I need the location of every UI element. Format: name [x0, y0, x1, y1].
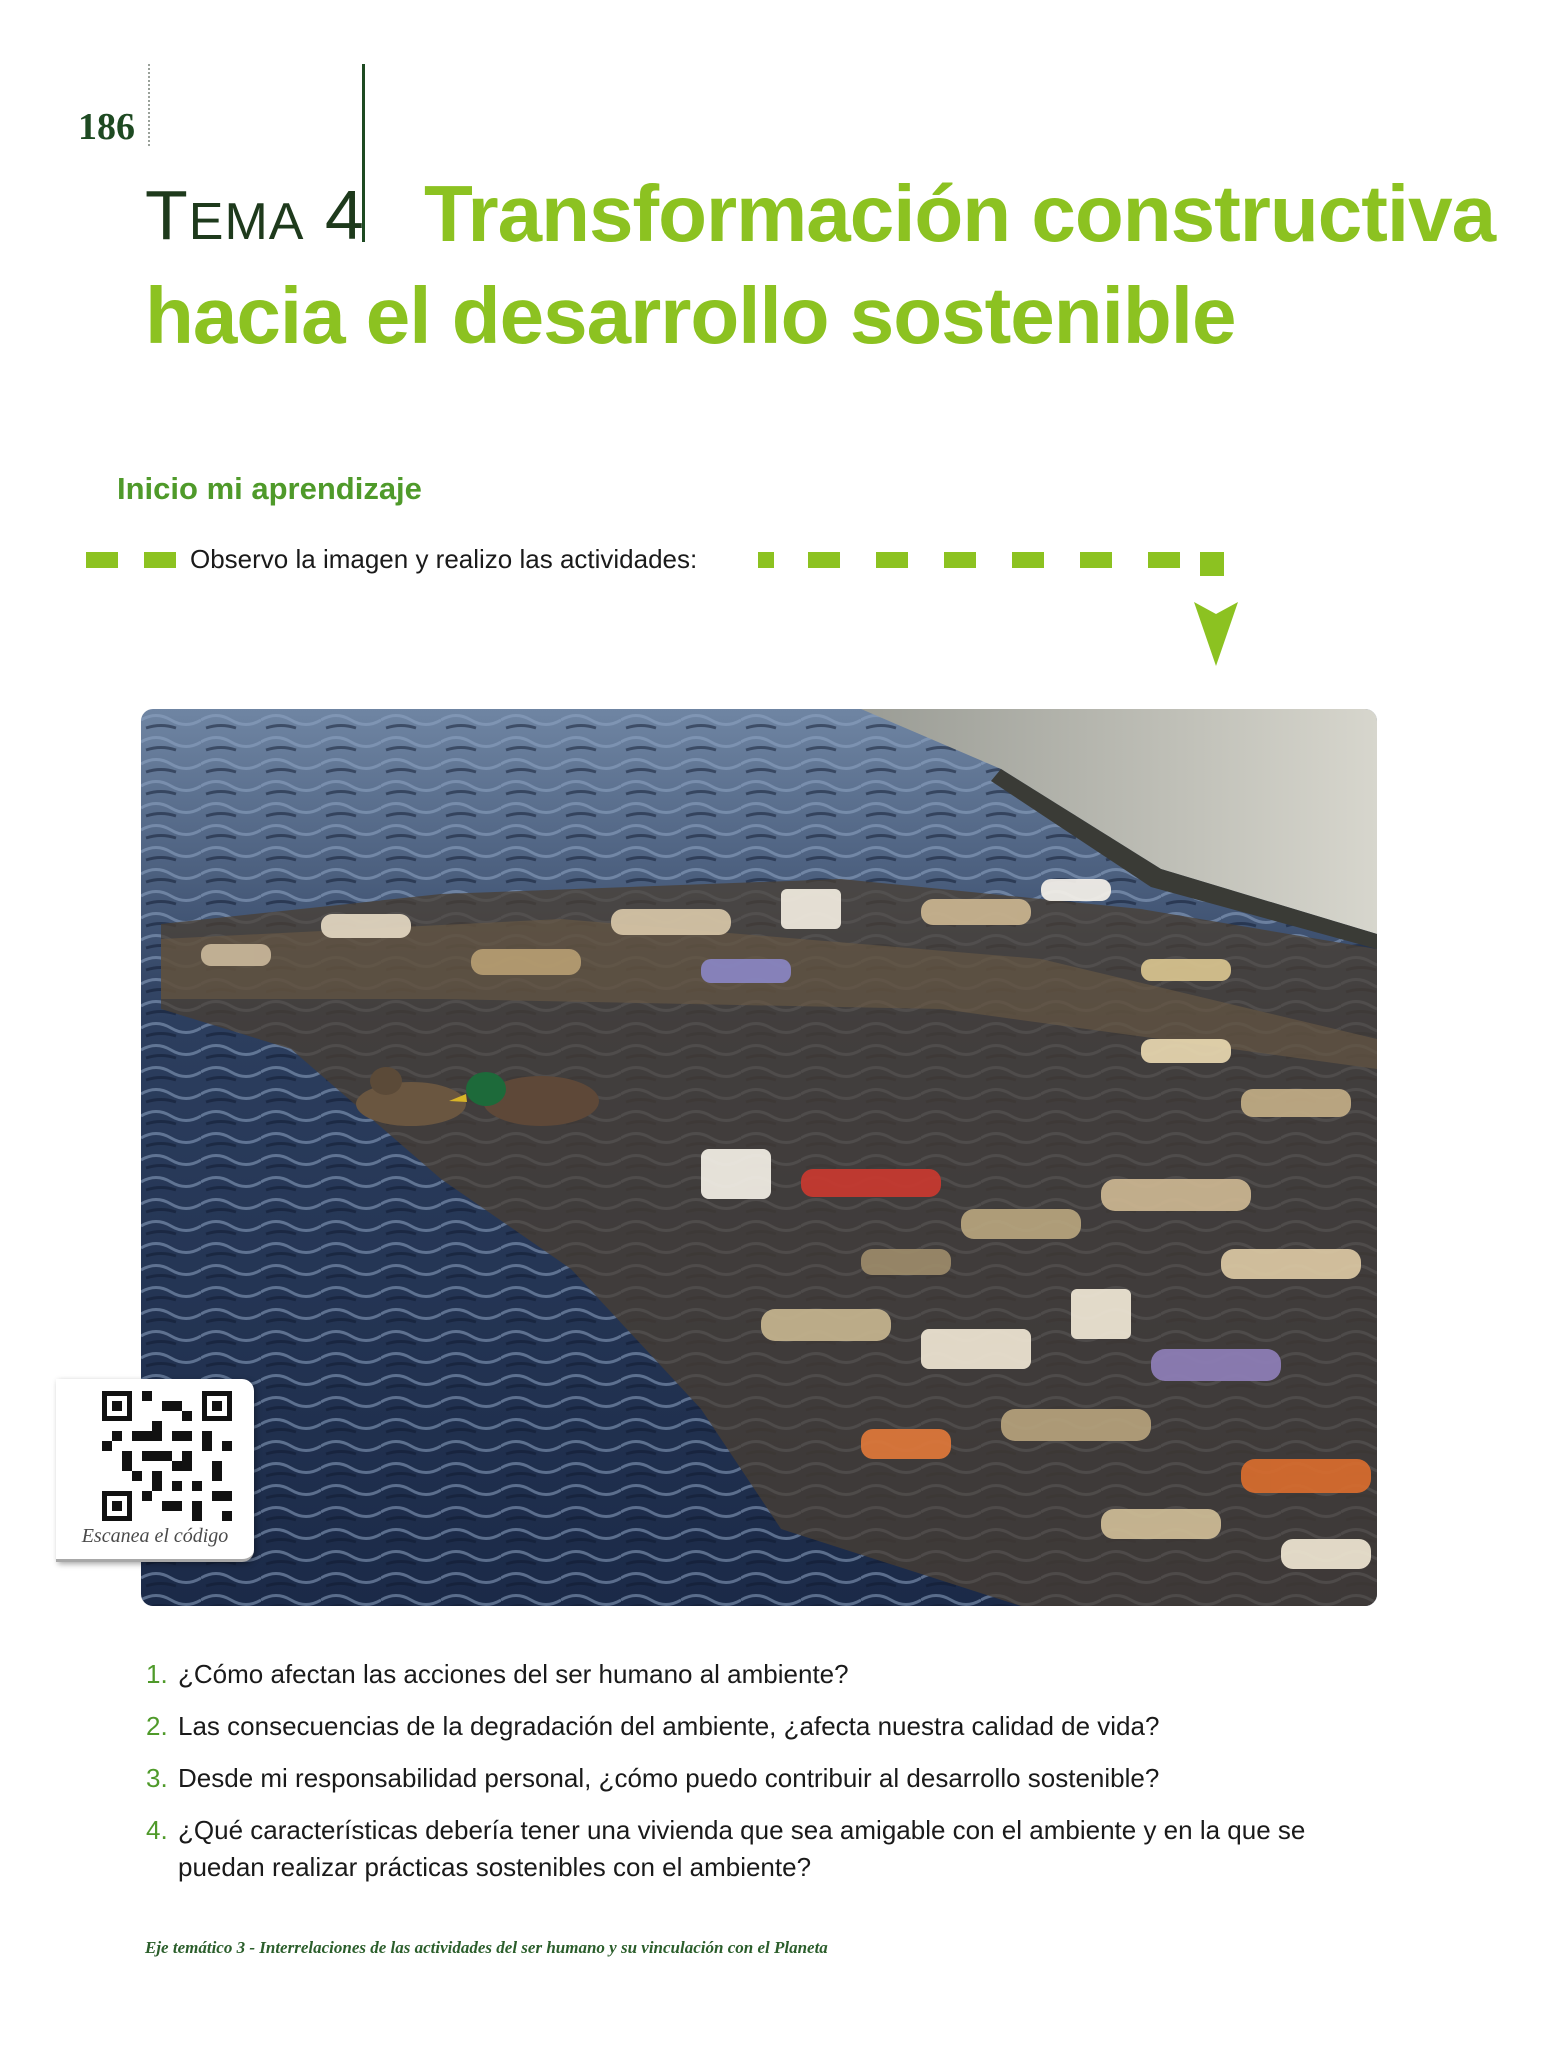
- instruction-text: Observo la imagen y realizo las actividades:: [190, 544, 698, 574]
- dash-decoration: [1080, 552, 1112, 568]
- section-heading: Inicio mi aprendizaje: [117, 471, 422, 506]
- dash-decoration: [1200, 552, 1224, 576]
- question-text: Desde mi responsabilidad personal, ¿cómo puedo contribuir al desarrollo sostenible?: [178, 1763, 1160, 1793]
- dash-decoration: [876, 552, 908, 568]
- list-item: [146, 1656, 1396, 1693]
- page-title-line2: hacia el desarrollo sostenible: [145, 271, 1236, 360]
- question-text: ¿Qué características debería tener una vivienda que sea amigable con el ambiente y en la que se puedan realizar prácticas sostenibles con el ambiente?: [178, 1815, 1306, 1882]
- qr-card[interactable]: [56, 1379, 254, 1562]
- list-item: [146, 1760, 1396, 1797]
- page-number: 186: [78, 106, 135, 148]
- tema-first-letter: T: [145, 176, 189, 254]
- question-number: 4.: [146, 1815, 168, 1845]
- dash-decoration: [944, 552, 976, 568]
- page-footer: Eje temático 3 - Interrelaciones de las actividades del ser humano y su vinculación con el Planeta: [145, 1938, 828, 1957]
- list-item: [146, 1708, 1396, 1745]
- tema-rest: EMA: [188, 193, 305, 251]
- question-text: Las consecuencias de la degradación del ambiente, ¿afecta nuestra calidad de vida?: [178, 1711, 1160, 1741]
- instruction-row: [86, 544, 1236, 574]
- dash-decoration: [144, 552, 176, 568]
- question-number: 1.: [146, 1659, 168, 1689]
- page-title-line1: Transformación constructiva: [424, 169, 1496, 258]
- tema-number: 4: [324, 176, 365, 254]
- list-item: [146, 1812, 1396, 1886]
- pollution-photo: [141, 709, 1377, 1606]
- dotted-divider: [148, 64, 150, 146]
- qr-caption: Escanea el código: [81, 1525, 229, 1547]
- dash-decoration: [758, 552, 774, 568]
- arrow-down-icon: [1194, 602, 1238, 666]
- question-list: [146, 1656, 1396, 1901]
- dash-decoration: [86, 552, 118, 568]
- tema-label: [145, 176, 365, 254]
- question-text: ¿Cómo afectan las acciones del ser humano al ambiente?: [178, 1659, 849, 1689]
- qr-code-icon: [102, 1391, 232, 1521]
- dash-decoration: [1012, 552, 1044, 568]
- question-number: 2.: [146, 1711, 168, 1741]
- dash-decoration: [808, 552, 840, 568]
- question-number: 3.: [146, 1763, 168, 1793]
- dash-decoration: [1148, 552, 1180, 568]
